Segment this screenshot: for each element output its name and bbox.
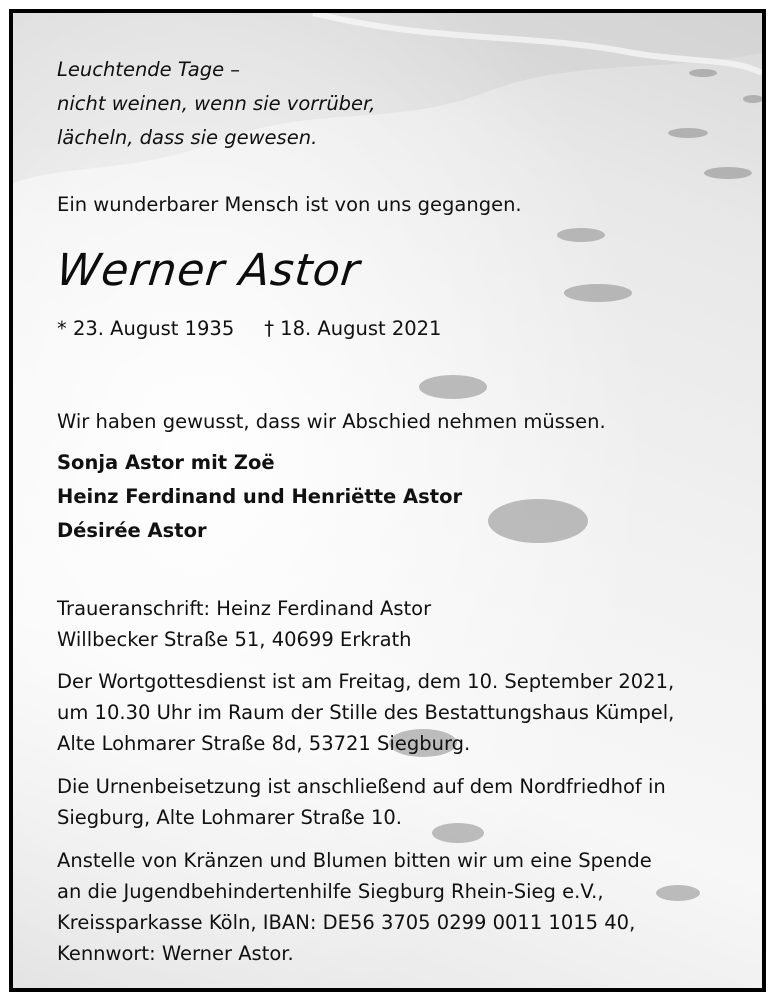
urn-burial-info bbox=[57, 771, 666, 833]
mourner-name: Désirée Astor bbox=[57, 519, 207, 542]
donation-line: Kreissparkasse Köln, IBAN: DE56 3705 0299 0011 1015 40, bbox=[57, 911, 636, 934]
donation-info bbox=[57, 845, 652, 969]
donation-line: Anstelle von Kränzen und Blumen bitten wir um eine Spende bbox=[57, 849, 652, 872]
poem-line: nicht weinen, wenn sie vorrüber, bbox=[57, 92, 376, 115]
farewell-sentence: Wir haben gewusst, dass wir Abschied nehmen müssen. bbox=[57, 410, 606, 433]
obituary-notice bbox=[9, 9, 766, 992]
donation-line: Kennwort: Werner Astor. bbox=[57, 942, 294, 965]
birth-date: * 23. August 1935 bbox=[57, 317, 235, 340]
poem bbox=[57, 53, 375, 155]
service-line: um 10.30 Uhr im Raum der Stille des Bestattungshaus Kümpel, bbox=[57, 701, 675, 724]
service-line: Der Wortgottesdienst ist am Freitag, dem 10. September 2021, bbox=[57, 670, 675, 693]
service-info bbox=[57, 666, 674, 759]
death-date: † 18. August 2021 bbox=[264, 317, 442, 340]
poem-line: lächeln, dass sie gewesen. bbox=[57, 126, 318, 149]
address-line: Willbecker Straße 51, 40699 Erkrath bbox=[57, 628, 412, 651]
mourning-address bbox=[57, 593, 431, 655]
lead-sentence: Ein wunderbarer Mensch ist von uns gegangen. bbox=[57, 193, 522, 216]
deceased-name: Werner Astor bbox=[54, 245, 363, 296]
mourners-list bbox=[57, 446, 462, 548]
mourner-name: Sonja Astor mit Zoë bbox=[57, 451, 275, 474]
donation-line: an die Jugendbehindertenhilfe Siegburg Rhein-Sieg e.V., bbox=[57, 880, 604, 903]
urn-line: Die Urnenbeisetzung ist anschließend auf dem Nordfriedhof in bbox=[57, 775, 666, 798]
address-line: Traueranschrift: Heinz Ferdinand Astor bbox=[57, 597, 432, 620]
poem-line: Leuchtende Tage – bbox=[57, 58, 241, 81]
service-line: Alte Lohmarer Straße 8d, 53721 Siegburg. bbox=[57, 732, 471, 755]
life-dates bbox=[57, 313, 441, 344]
mourner-name: Heinz Ferdinand und Henriëtte Astor bbox=[57, 485, 463, 508]
urn-line: Siegburg, Alte Lohmarer Straße 10. bbox=[57, 806, 402, 829]
